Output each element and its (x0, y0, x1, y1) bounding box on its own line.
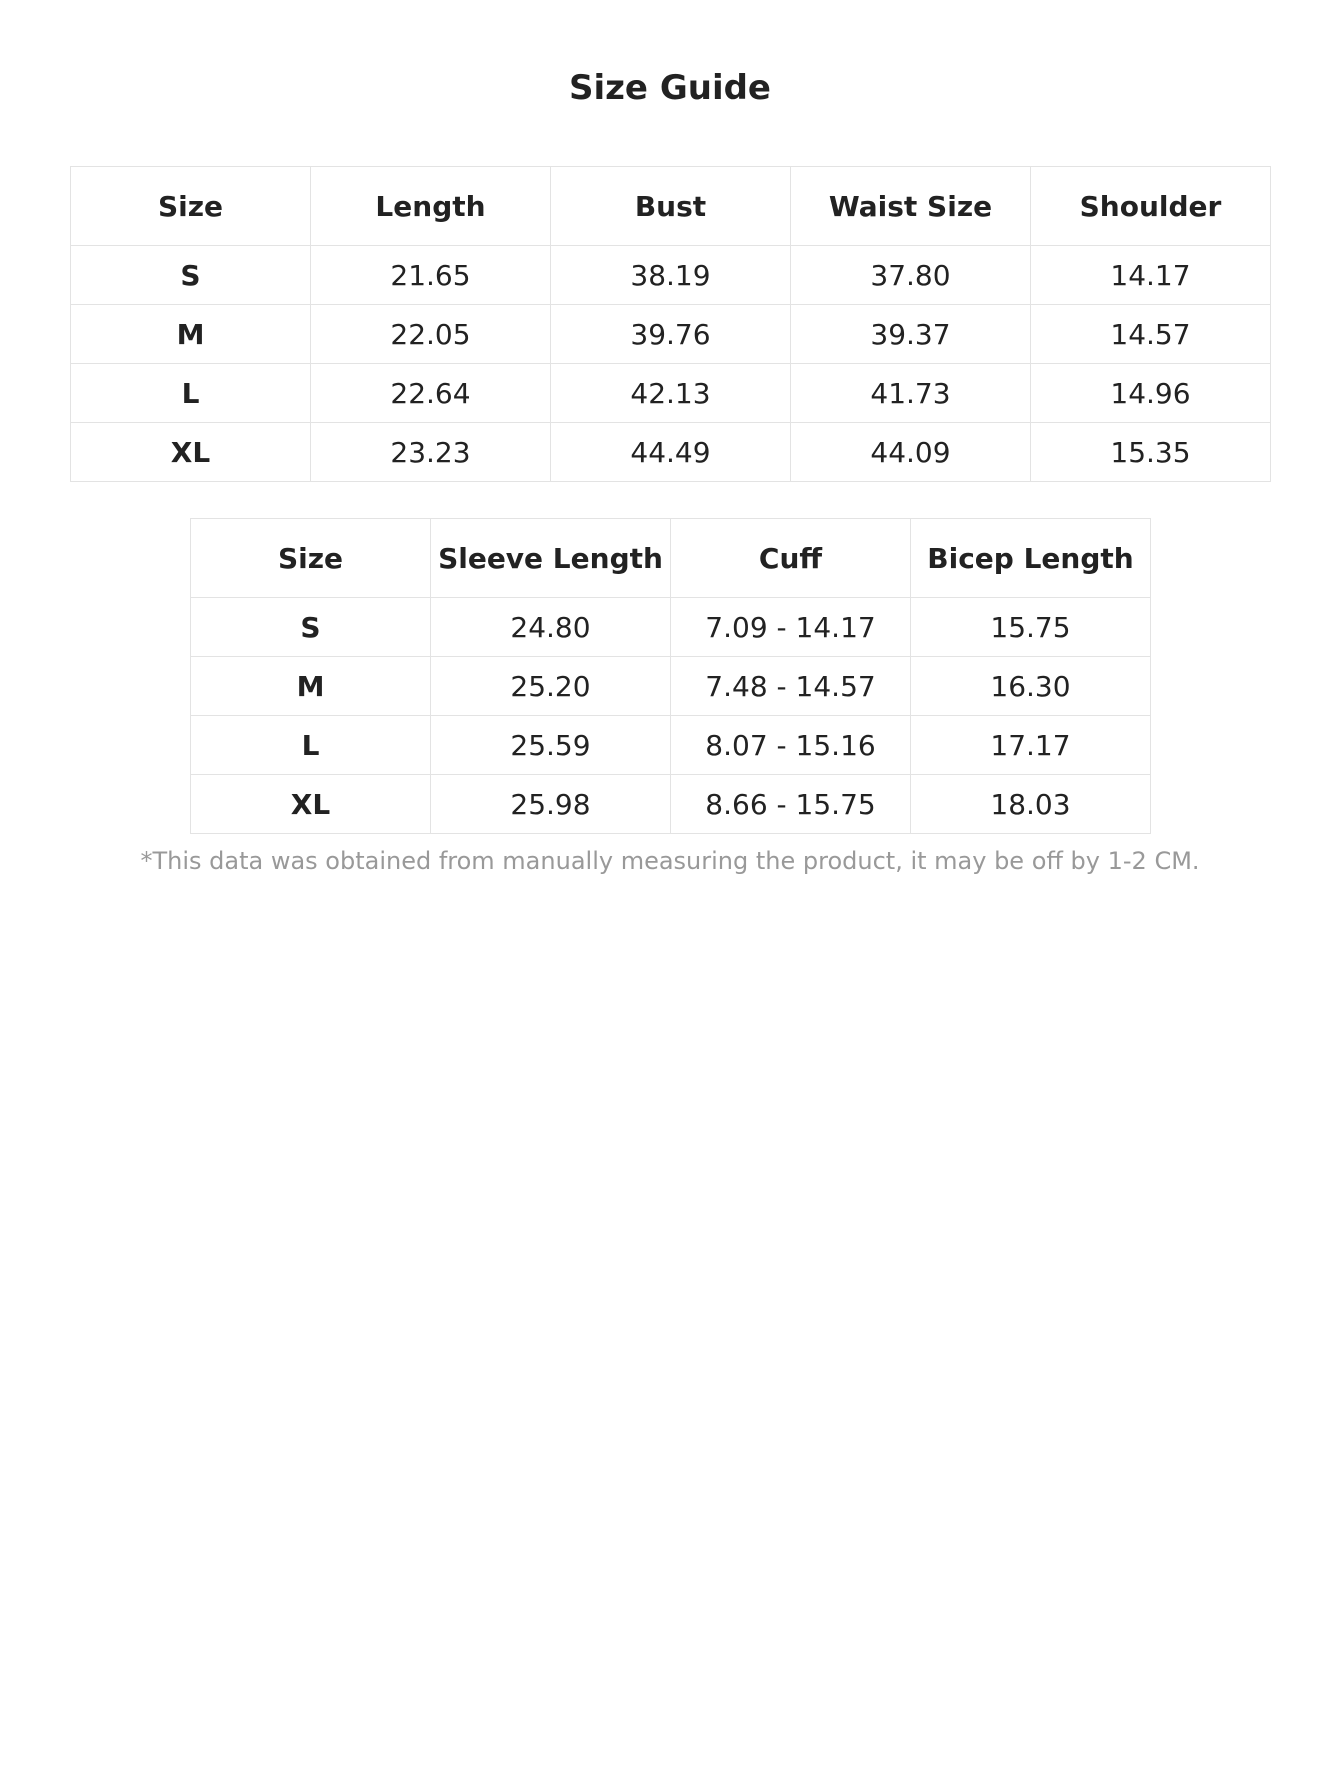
column-header-bicep-length: Bicep Length (911, 519, 1151, 598)
size-cell: L (191, 716, 431, 775)
table-header-row (191, 519, 1151, 598)
shoulder-cell: 14.57 (1031, 305, 1271, 364)
shoulder-cell: 14.96 (1031, 364, 1271, 423)
bicep-length-cell: 15.75 (911, 598, 1151, 657)
table-row (191, 598, 1151, 657)
bust-cell: 42.13 (551, 364, 791, 423)
column-header-length: Length (311, 167, 551, 246)
size-cell: M (191, 657, 431, 716)
bust-cell: 39.76 (551, 305, 791, 364)
sleeve-length-cell: 25.20 (431, 657, 671, 716)
bicep-length-cell: 16.30 (911, 657, 1151, 716)
main-size-table (70, 166, 1271, 482)
column-header-waist-size: Waist Size (791, 167, 1031, 246)
waist-size-cell: 44.09 (791, 423, 1031, 482)
waist-size-cell: 41.73 (791, 364, 1031, 423)
cuff-cell: 8.07 - 15.16 (671, 716, 911, 775)
cuff-cell: 7.09 - 14.17 (671, 598, 911, 657)
waist-size-cell: 37.80 (791, 246, 1031, 305)
bicep-length-cell: 17.17 (911, 716, 1151, 775)
size-cell: S (71, 246, 311, 305)
table-row (191, 716, 1151, 775)
bicep-length-cell: 18.03 (911, 775, 1151, 834)
sleeve-length-cell: 25.98 (431, 775, 671, 834)
table-row (71, 305, 1271, 364)
length-cell: 21.65 (311, 246, 551, 305)
table-row (71, 364, 1271, 423)
bust-cell: 44.49 (551, 423, 791, 482)
sleeve-length-cell: 25.59 (431, 716, 671, 775)
size-cell: XL (71, 423, 311, 482)
size-cell: L (71, 364, 311, 423)
column-header-shoulder: Shoulder (1031, 167, 1271, 246)
waist-size-cell: 39.37 (791, 305, 1031, 364)
column-header-size: Size (191, 519, 431, 598)
cuff-cell: 7.48 - 14.57 (671, 657, 911, 716)
sleeve-length-cell: 24.80 (431, 598, 671, 657)
length-cell: 23.23 (311, 423, 551, 482)
column-header-size: Size (71, 167, 311, 246)
shoulder-cell: 15.35 (1031, 423, 1271, 482)
length-cell: 22.64 (311, 364, 551, 423)
table-row (71, 423, 1271, 482)
shoulder-cell: 14.17 (1031, 246, 1271, 305)
size-cell: M (71, 305, 311, 364)
measurement-disclaimer: *This data was obtained from manually measuring the product, it may be off by 1-2 CM. (140, 847, 1200, 875)
column-header-cuff: Cuff (671, 519, 911, 598)
sleeve-size-table (190, 518, 1151, 834)
column-header-sleeve-length: Sleeve Length (431, 519, 671, 598)
table-row (191, 775, 1151, 834)
size-cell: XL (191, 775, 431, 834)
page-title: Size Guide (569, 68, 771, 108)
cuff-cell: 8.66 - 15.75 (671, 775, 911, 834)
table-row (191, 657, 1151, 716)
column-header-bust: Bust (551, 167, 791, 246)
length-cell: 22.05 (311, 305, 551, 364)
size-cell: S (191, 598, 431, 657)
table-row (71, 246, 1271, 305)
table-header-row (71, 167, 1271, 246)
bust-cell: 38.19 (551, 246, 791, 305)
